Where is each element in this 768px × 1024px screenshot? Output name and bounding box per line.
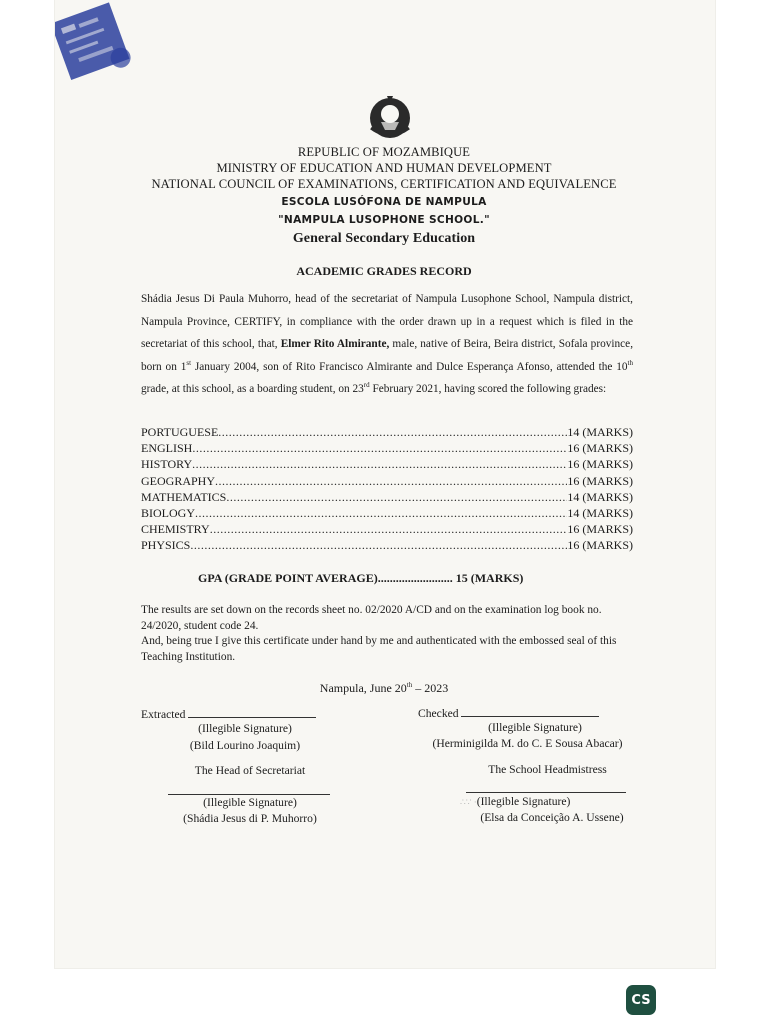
extracted-name: (Bild Lourino Joaquim) xyxy=(189,739,301,752)
headmistress-role: The School Headmistress xyxy=(488,763,607,776)
student-name: Elmer Rito Almirante, xyxy=(280,338,390,351)
headmistress-name: (Elsa da Conceição A. Ussene) xyxy=(480,811,624,824)
grades-list xyxy=(141,424,633,554)
mozambique-emblem-icon xyxy=(365,92,415,144)
checked-label: Checked xyxy=(418,704,599,722)
faded-mark: ∴∵ · xyxy=(460,797,477,807)
header-ministry: MINISTRY OF EDUCATION AND HUMAN DEVELOPMENT xyxy=(216,161,552,175)
camscanner-badge-icon: CS xyxy=(626,985,656,1015)
grade-row: GEOGRAPHY ..... 16 (MARKS) xyxy=(141,473,633,489)
place-date: Nampula, June 20th – 2023 xyxy=(319,681,449,695)
checked-name: (Herminigilda M. do C. E Sousa Abacar) xyxy=(432,737,623,750)
extracted-label: Extracted xyxy=(141,705,316,723)
extracted-signature: (Illegible Signature) xyxy=(198,722,292,735)
certification-paragraph: Shádia Jesus Di Paula Muhorro, head of the secretariat of Nampula Lusophone School, Nampula district, Nampula Province, CERTIFY, in compliance with the order drawn up in a request which is filed in the secretariat of this school, that, Elmer Rito Almirante, male, native of Beira, Beira district, Sofala province, born on 1st January 2004, son of Rito Francisco Almirante and Dulce Esperança Afonso, attended the 10th grade, at this school, as a boarding student, on 23rd February 2021, having scored the following grades: xyxy=(141,293,634,396)
head-secretariat-signature: (Illegible Signature) xyxy=(203,796,297,809)
grade-row: MATHEMATICS ..... 14 (MARKS) xyxy=(141,489,633,505)
grade-row: BIOLOGY ..... 14 (MARKS) xyxy=(141,505,633,521)
header-republic: REPUBLIC OF MOZAMBIQUE xyxy=(297,145,471,159)
header-level: General Secondary Education xyxy=(292,231,476,246)
header-council: NATIONAL COUNCIL OF EXAMINATIONS, CERTIFICATION AND EQUIVALENCE xyxy=(151,177,617,191)
closing-text: The results are set down on the records sheet no. 02/2020 A/CD and on the examination log book no. 24/2020, student code 24. And, being true I give this certificate under hand by me and authenticated with the embossed seal of this Teaching Institution. xyxy=(141,604,617,663)
grade-row: ENGLISH ..... 16 (MARKS) xyxy=(141,440,633,456)
grade-row: CHEMISTRY ..... 16 (MARKS) xyxy=(141,521,633,537)
header-school-en: "NAMPULA LUSOPHONE SCHOOL." xyxy=(278,214,490,226)
official-stamp xyxy=(55,0,145,90)
headmistress-signature: ∴∵ ·(Illegible Signature) xyxy=(460,795,571,808)
checked-signature: (Illegible Signature) xyxy=(488,721,582,734)
grade-row: HISTORY ..... 16 (MARKS) xyxy=(141,456,633,472)
document-title: ACADEMIC GRADES RECORD xyxy=(296,264,472,278)
grade-row: PHYSICS ..... 16 (MARKS) xyxy=(141,537,633,553)
header-school-pt: ESCOLA LUSÓFONA DE NAMPULA xyxy=(281,196,487,208)
grade-row: PORTUGUESE ..... 14 (MARKS) xyxy=(141,424,633,440)
gpa-line: GPA (GRADE POINT AVERAGE)......................... 15 (MARKS) xyxy=(198,571,524,585)
head-secretariat-role: The Head of Secretariat xyxy=(194,764,306,777)
head-secretariat-name: (Shádia Jesus di P. Muhorro) xyxy=(183,812,317,825)
